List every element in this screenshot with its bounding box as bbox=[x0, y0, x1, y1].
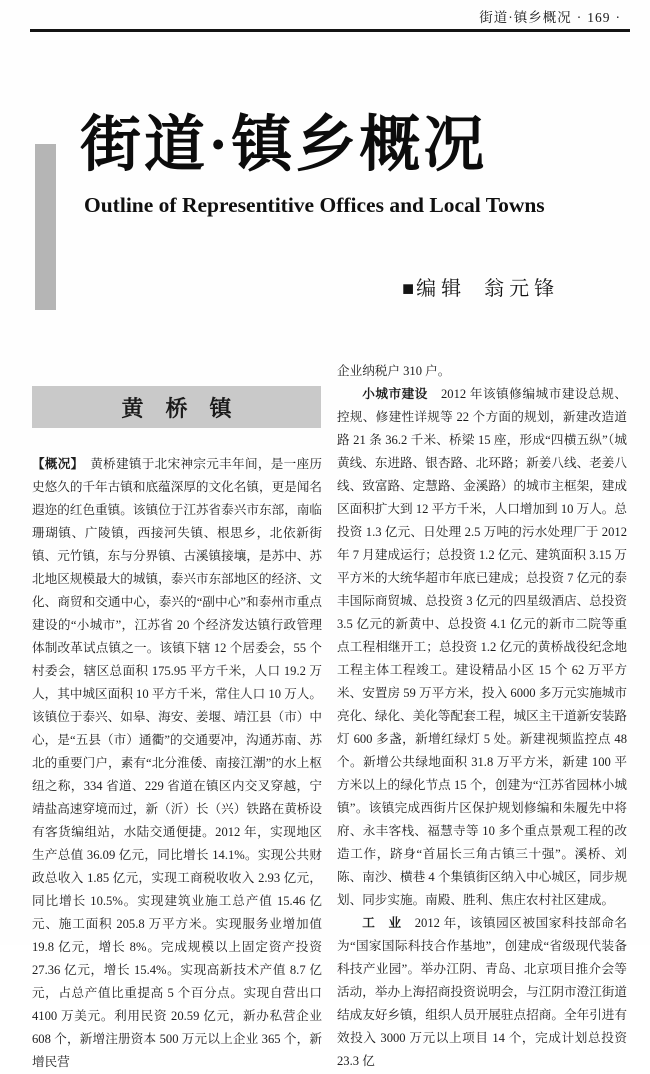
right-text-column bbox=[337, 360, 628, 1068]
left-text-column bbox=[32, 453, 323, 1069]
paragraph-continuation bbox=[337, 360, 627, 383]
running-title: 街道·镇乡概况 bbox=[479, 10, 572, 25]
decorative-gray-bar bbox=[35, 144, 56, 310]
page-title-english: Outline of Representitive Offices and Local Towns bbox=[84, 193, 545, 217]
editor-name: 翁元锋 bbox=[484, 278, 560, 300]
editor-label: 编辑 bbox=[416, 278, 467, 300]
section-header-huangqiao-town bbox=[32, 386, 321, 428]
header-dot-icon: · bbox=[615, 10, 621, 25]
paragraph-city-construction bbox=[337, 383, 627, 912]
section-title: 黄 桥 镇 bbox=[121, 395, 232, 421]
header-rule bbox=[30, 29, 630, 32]
page-number: 169 bbox=[587, 10, 611, 25]
running-header bbox=[479, 6, 626, 26]
square-bullet-icon: ■ bbox=[402, 278, 415, 300]
paragraph-overview bbox=[32, 453, 322, 1074]
para-head-industry: 工 业 bbox=[362, 916, 402, 930]
para-body-overview: 黄桥建镇于北宋神宗元丰年间，是一座历史悠久的千年古镇和底蕴深厚的文化名镇，更是闻名遐迩的红色重镇。该镇位于江苏省泰兴市东部，南临珊瑚镇、广陵镇，西接河失镇、根思乡，北依新街镇、元竹镇，东与分界镇、古溪镇接壤，是苏中、苏北地区规模最大的城镇，泰兴市东部地区的经济、文化、商贸和交通中心，泰兴的“副中心”和泰州市重点建设的“小城市”，江苏省 20 个经济发达镇行政管理体制改革试点镇之一。该镇下辖 12 个居委会，55 个村委会，辖区总面积 175.95 平方千米，人口 19.2 万人，其中城区面积 10 平方千米，常住人口 10 万人。该镇位于泰兴、如皋、海安、姜堰、靖江县（市）中心，是“五县（市）通衢”的交通要冲，沟通苏南、苏北的重要门户，素有“北分淮倭、南接江潮”的水上枢纽之称，334 省道、229 省道在镇区内交叉穿越，宁靖盐高速穿境而过，新（沂）长（兴）铁路在黄桥设有客货编组站，水陆交通便捷。2012 年，实现地区生产总值 36.09 亿元，同比增长 14.1%。实现公共财政总收入 1.85 亿元，实现工商税收收入 2.93 亿元，同比增长 10.5%。实现建筑业施工总产值 15.46 亿元、施工面积 205.8 万平方米。实现服务业增加值 19.8 亿元，增长 8%。完成规模以上固定资产投资 27.36 亿元，增长 15.4%。实现高新技术产值 8.7 亿元，占总产值比重提高 5 个百分点。实现自营出口 4100 万美元。利用民资 20.59 亿元，新办私营企业 608 个，新增注册资本 500 万元以上企业 365 个，新增民营 bbox=[32, 457, 323, 1069]
para-head-city-construction: 小城市建设 bbox=[362, 387, 428, 401]
para-body-continuation: 企业纳税户 310 户。 bbox=[337, 364, 451, 378]
editor-credit bbox=[402, 272, 559, 301]
page-title: 街道·镇乡概况 bbox=[80, 112, 488, 179]
header-dot-icon: · bbox=[576, 10, 583, 25]
paragraph-industry bbox=[337, 912, 627, 1073]
para-head-overview: 【概况】 bbox=[32, 457, 78, 471]
para-body-industry: 2012 年，该镇园区被国家科技部命名为“国家国际科技合作基地”，创建成“省级现代装备科技产业园”。举办江阴、青岛、北京项目推介会等活动，举办上海招商投资说明会，与江阴市澄江街道结成友好乡镇，组织人员开展驻点招商。全年引进有效投入 3000 万元以上项目 14 个，完成计划总投资 23.3 亿 bbox=[337, 916, 628, 1068]
para-body-city-construction: 2012 年该镇修编城市建设总规、控规、修建性详规等 22 个方面的规划，新建改造道路 21 条 36.2 千米、桥梁 15 座，形成“四横五纵”（城黄线、东进路、银杏路、北环路；新姜八线、老姜八线、致富路、定慧路、金溪路）的城市主框架，建成区面积扩大到 12 平方千米，人口增加到 10 万人。总投资 1.3 亿元、日处理 2.5 万吨的污水处理厂于 2012 年 7 月建成运行；总投资 1.2 亿元、建筑面积 3.15 万平方米的大统华超市年底已建成；总投资 7 亿元的泰丰国际商贸城、总投资 3 亿元的四星级酒店、总投资 3.5 亿元的新黄中、总投资 4.1 亿元的新市二院等重点工程相继开工；总投资 1.2 亿元的黄桥战役纪念地工程主体工程竣工。建设精品小区 15 个 62 万平方米、安置房 59 万平方米，投入 6000 多万元实施城市亮化、绿化、美化等配套工程，城区主干道新安装路灯 600 多盏，新增红绿灯 5 处。新建视频监控点 48 个。新增公共绿地面积 31.8 万平方米，新建 100 平方米以上的绿化节点 15 个，创建为“江苏省园林小城镇”。该镇完成西街片区保护规划修编和朱履先中将府、永丰客栈、福慧寺等 10 多个重点景观工程的改造工作，跻身“首届长三角古镇三十强”。溪桥、刘陈、南沙、横巷 4 个集镇街区纳入中心城区，同步规划、同步实施。南殿、胜利、焦庄农村社区建成。 bbox=[337, 387, 627, 907]
